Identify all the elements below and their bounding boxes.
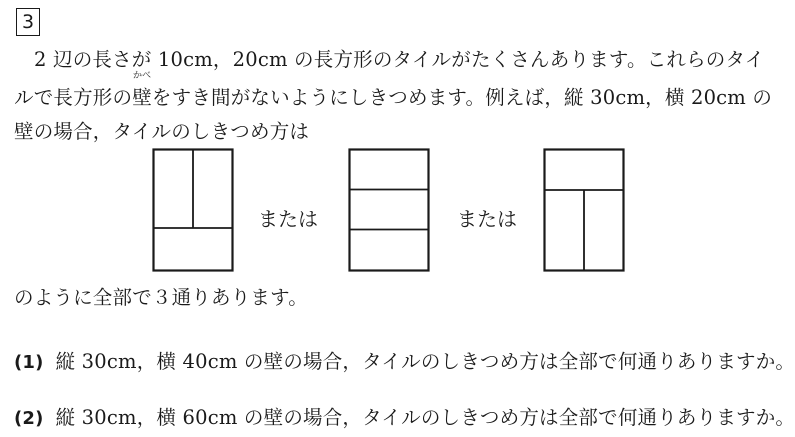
- intro-line-3: 壁の場合，タイルのしきつめ方は: [14, 120, 310, 143]
- tiling-figure-3: [543, 148, 625, 272]
- connector-or-2: または: [457, 207, 517, 231]
- intro-line-1: 2 辺の長さが 10cm，20cm の長方形のタイルがたくさんあります。これらのタイ: [34, 48, 765, 71]
- wall-outline: [350, 150, 429, 271]
- connector-or-1: または: [258, 207, 318, 231]
- kanji-wall: 壁: [132, 86, 152, 109]
- question-1-label: (1): [14, 352, 44, 373]
- kanji-with-furigana: [132, 71, 152, 110]
- question-2-label: (2): [14, 408, 44, 429]
- intro-line-2-before: ルで長方形の: [14, 86, 133, 109]
- tiling-figure-1: [152, 148, 234, 272]
- question-2: [14, 402, 795, 430]
- problem-number: 3: [16, 8, 40, 36]
- question-2-text: 縦 30cm，横 60cm の壁の場合，タイルのしきつめ方は全部で何通りありますか。: [55, 406, 795, 429]
- conclusion-line: のように全部で３通りあります。: [14, 286, 308, 309]
- intro-line-2: [14, 71, 773, 110]
- intro-line-2-after: をすき間がないようにしきつめます。例えば，縦 30cm，横 20cm の: [151, 86, 773, 109]
- furigana: かべ: [133, 71, 152, 81]
- tiling-figure-2: [348, 148, 430, 272]
- question-1-text: 縦 30cm，横 40cm の壁の場合，タイルのしきつめ方は全部で何通りありますか。: [55, 350, 795, 373]
- question-1: [14, 346, 795, 374]
